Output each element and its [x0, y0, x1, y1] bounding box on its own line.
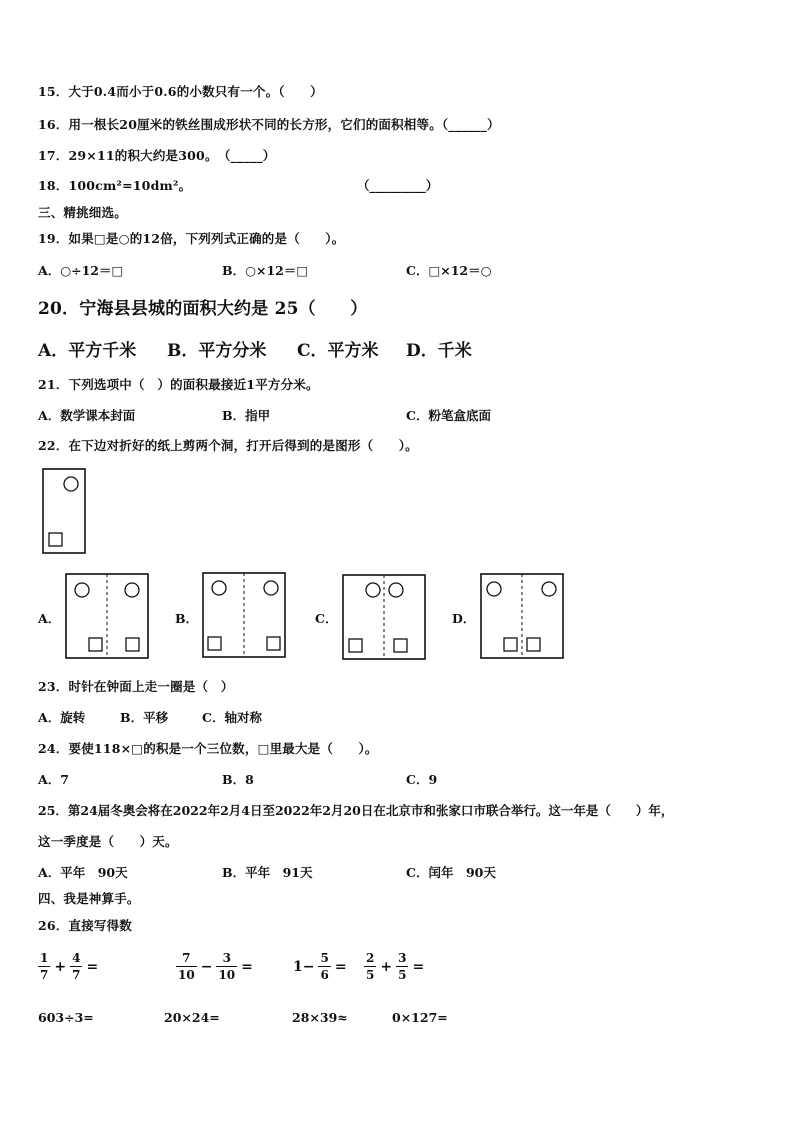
q19-option-c: C．□×12＝○: [406, 263, 492, 278]
q22-figure-c: [342, 574, 426, 660]
operator: −: [200, 958, 213, 975]
q24-option-b: B．8: [222, 772, 254, 787]
q17: 17．29×11的积大约是300。 （_____）: [38, 148, 276, 163]
q22-label-b: B．: [175, 611, 199, 626]
equals-sign: =: [86, 958, 99, 975]
leading-term: 1−: [293, 958, 315, 975]
q21-option-a: A．数学课本封面: [38, 408, 136, 423]
fraction: [364, 952, 376, 981]
calc-3: 28×39≈: [292, 1010, 348, 1025]
q21: 21．下列选项中（ ）的面积最接近1平方分米。: [38, 377, 319, 392]
q25-option-c: C．闰年 90天: [406, 865, 496, 880]
q25-line-2: 这一季度是（ ）天。: [38, 834, 178, 849]
fraction: [70, 952, 82, 981]
q19-option-a: A．○÷12＝□: [38, 263, 124, 278]
numerator: 4: [72, 951, 81, 965]
denominator: 5: [366, 968, 375, 982]
fraction: [396, 952, 408, 981]
q20: 20．宁海县县城的面积大约是 25（ ）: [38, 299, 368, 319]
fraction-expr-3: [291, 952, 349, 981]
calc-4: 0×127=: [392, 1010, 448, 1025]
q25-line-1: 25．第24届冬奥会将在2022年2月4日至2022年2月20日在北京市和张家口市联合举行。这一年是（ ）年，: [38, 803, 674, 818]
denominator: 10: [178, 968, 195, 982]
q18-blank: （_________）: [357, 178, 439, 193]
q20-option-b: B．平方分米: [167, 341, 267, 361]
q19-option-b: B．○×12＝□: [222, 263, 309, 278]
q22: 22．在下边对折好的纸上剪两个洞，打开后得到的是图形（ ）。: [38, 438, 418, 453]
q16: 16．用一根长20厘米的铁丝围成形状不同的长方形，它们的面积相等。（______）: [38, 117, 500, 132]
calc-2: 20×24=: [164, 1010, 220, 1025]
q24-option-c: C．9: [406, 772, 438, 787]
numerator: 2: [366, 951, 375, 965]
section-3-title: 三、精挑细选。: [38, 205, 127, 220]
q22-label-d: D．: [452, 611, 476, 626]
operator: +: [54, 958, 67, 975]
q23-option-a: A．旋转: [38, 710, 86, 725]
q25-option-b: B．平年 91天: [222, 865, 313, 880]
equals-sign: =: [334, 958, 347, 975]
calc-1: 603÷3=: [38, 1010, 94, 1025]
folded-paper-figure: [42, 468, 86, 554]
numerator: 3: [216, 952, 237, 967]
numerator: 5: [320, 951, 329, 965]
equals-sign: =: [412, 958, 425, 975]
fraction: [318, 952, 330, 981]
fraction: [176, 952, 197, 981]
fraction-expr-2: [176, 952, 255, 981]
q24: 24．要使118×□的积是一个三位数，□里最大是（ ）。: [38, 741, 378, 756]
q21-option-c: C．粉笔盒底面: [406, 408, 491, 423]
fraction-expr-1: [38, 952, 100, 981]
numerator: 1: [40, 951, 49, 965]
q23-option-b: B．平移: [120, 710, 169, 725]
q25-option-a: A．平年 90天: [38, 865, 128, 880]
q15: 15．大于0.4而小于0.6的小数只有一个。（ ）: [38, 84, 323, 99]
q20-option-d: D．千米: [406, 341, 472, 361]
q18: 18．100cm²=10dm²。: [38, 178, 192, 193]
q26: 26．直接写得数: [38, 918, 132, 933]
denominator: 5: [398, 968, 407, 982]
q24-option-a: A．7: [38, 772, 69, 787]
fraction: [38, 952, 50, 981]
q19: 19．如果□是○的12倍，下列列式正确的是（ ）。: [38, 231, 345, 246]
equals-sign: =: [241, 958, 253, 975]
q23: 23．时针在钟面上走一圈是（ ）: [38, 679, 234, 694]
q23-option-c: C．轴对称: [202, 710, 262, 725]
operator: +: [380, 958, 393, 975]
q21-option-b: B．指甲: [222, 408, 271, 423]
q22-figure-b: [202, 572, 286, 658]
q20-option-a: A．平方千米: [38, 341, 137, 361]
denominator: 6: [320, 968, 329, 982]
numerator: 3: [398, 951, 407, 965]
denominator: 7: [40, 968, 49, 982]
denominator: 7: [72, 968, 81, 982]
fraction: [216, 952, 237, 981]
denominator: 10: [218, 968, 236, 982]
fraction-expr-4: [364, 952, 426, 981]
q20-option-c: C．平方米: [297, 341, 379, 361]
q22-figure-d: [480, 573, 564, 659]
numerator: 7: [176, 952, 197, 967]
q22-label-a: A．: [38, 611, 61, 626]
q22-label-c: C．: [315, 611, 338, 626]
section-4-title: 四、我是神算手。: [38, 891, 140, 906]
q22-figure-a: [65, 573, 149, 659]
